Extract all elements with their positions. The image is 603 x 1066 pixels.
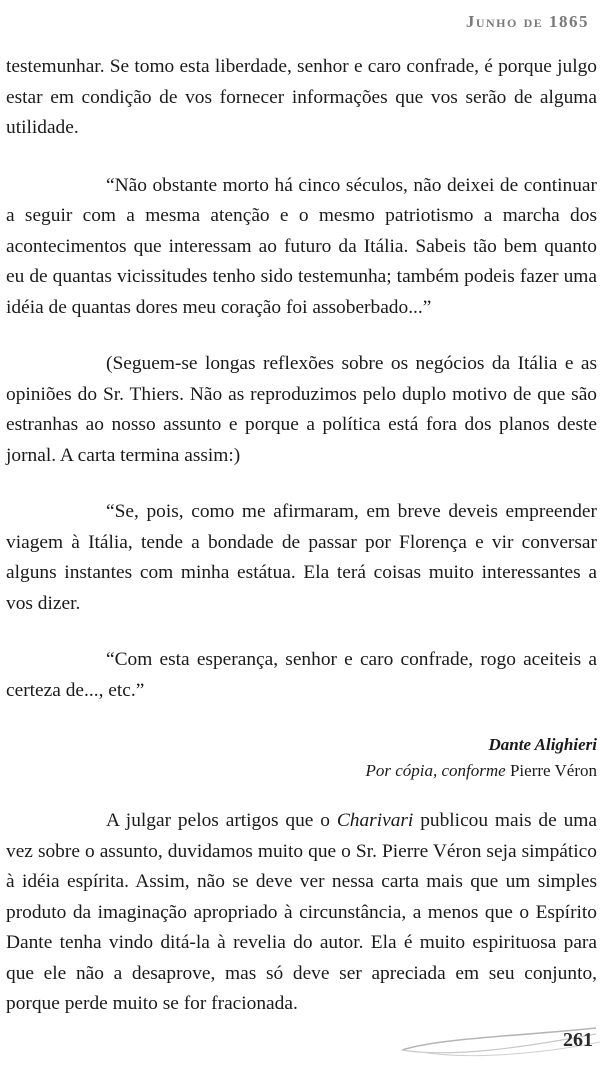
- paragraph-2: “Não obstante morto há cinco séculos, não deixei de continuar a seguir com a mesma atenção e o mesmo patriotismo a marcha dos acontecimentos que interessam ao futuro da Itália. Sabeis tão bem quanto eu de quantas vicissitudes tenho sido testemunha; também podeis fazer uma idéia de quantas dores meu coração foi assoberbado...”: [6, 174, 597, 318]
- paragraph-6: [6, 806, 597, 1020]
- paragraph-4: “Se, pois, como me afirmaram, em breve deveis empreender viagem à Itália, tende a bondade de passar por Florença e vir conversar alguns instantes com minha estátua. Ela terá coisas muito interessantes a vos dizer.: [6, 501, 597, 614]
- signature-copy-name: Pierre Véron: [509, 761, 597, 780]
- page-number: 261: [563, 1029, 593, 1051]
- signature-copy-line: [6, 758, 597, 784]
- running-header: Junho de 1865: [465, 12, 589, 31]
- signature-name: Dante Alighieri: [488, 735, 597, 754]
- paragraph-6-rest: publicou mais de uma vez sobre o assunto, duvidamos muito que o Sr. Pierre Véron seja simpático à idéia espírita. Assim, não se deve ver nessa carta mais que um simples produto da imaginação apropriado à circunstância, a menos que o Espírito Dante tenha vindo ditá-la à revelia do autor. Ela é muito espirituosa para que ele não a desaprove, mas só deve ser apreciada em seu conjunto, porque perde muito se for fracionada.: [6, 810, 597, 1014]
- signature-block: [6, 732, 597, 784]
- paragraph-3: (Seguem-se longas reflexões sobre os negócios da Itália e as opiniões do Sr. Thiers. Não as reproduzimos pelo duplo motivo de que são estranhas ao nosso assunto e porque a política está fora dos planos deste jornal. A carta termina assim:): [6, 353, 597, 466]
- paragraph-6-start: A julgar pelos artigos que o: [106, 810, 337, 831]
- signature-copy-prefix: Por cópia, conforme: [365, 761, 506, 780]
- paragraph-1: testemunhar. Se tomo esta liberdade, senhor e caro confrade, é porque julgo estar em condição de vos fornecer informações que vos serão de alguma utilidade.: [6, 56, 597, 138]
- periodical-title: Charivari: [336, 810, 414, 831]
- paragraph-5: “Com esta esperança, senhor e caro confrade, rogo aceiteis a certeza de..., etc.”: [6, 649, 597, 701]
- page-body: [6, 52, 597, 1046]
